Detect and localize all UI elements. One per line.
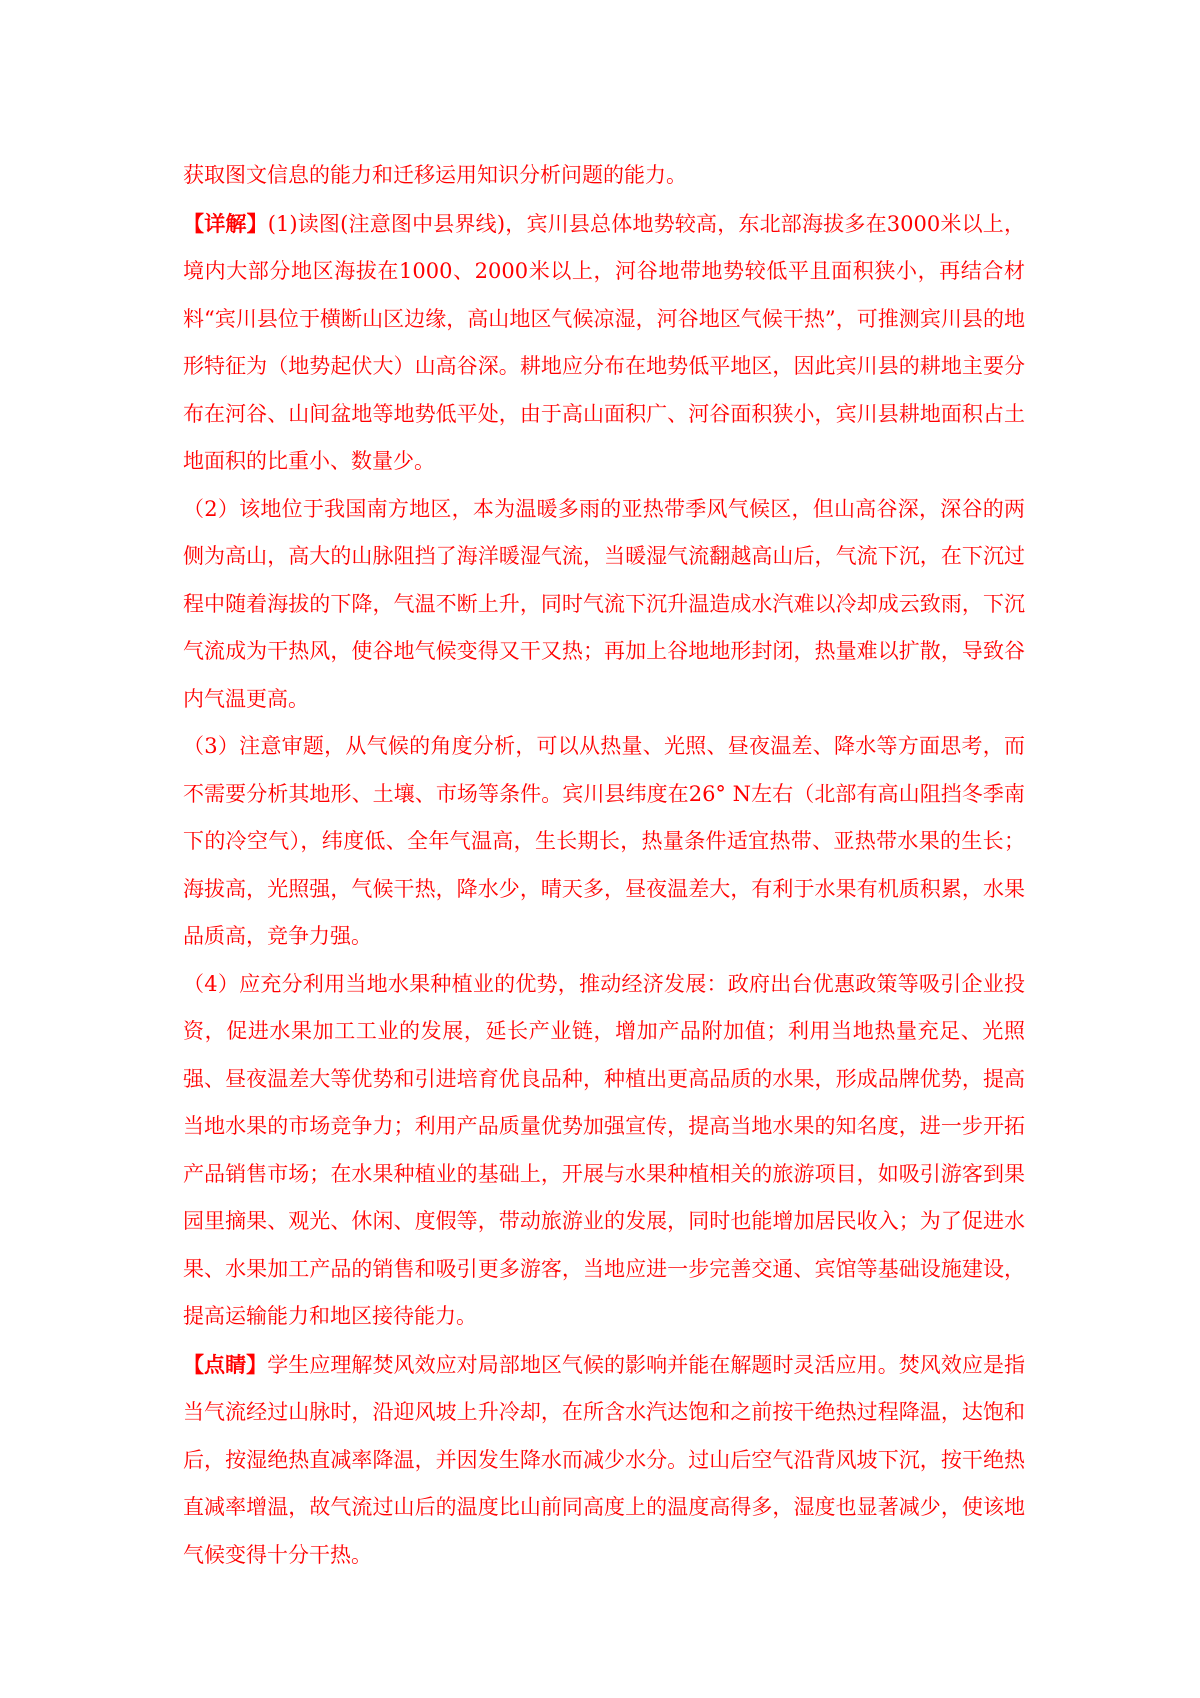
- comment-paragraph: [183, 1341, 1025, 1580]
- detail-label: 【详解】: [183, 210, 268, 236]
- detail-paragraph: [183, 200, 1025, 486]
- answer-paragraph-4: （4）应充分利用当地水果种植业的优势，推动经济发展：政府出台优惠政策等吸引企业投资，促进水果加工工业的发展，延长产业链，增加产品附加值；利用当地热量充足、光照强、昼夜温差大等优势和引进培育优良品种，种植出更高品质的水果，形成品牌优势，提高当地水果的市场竞争力；利用产品质量优势加强宣传，提高当地水果的知名度，进一步开拓产品销售市场；在水果种植业的基础上，开展与水果种植相关的旅游项目，如吸引游客到果园里摘果、观光、休闲、度假等，带动旅游业的发展，同时也能增加居民收入；为了促进水果、水果加工产品的销售和吸引更多游客，当地应进一步完善交通、宾馆等基础设施建设，提高运输能力和地区接待能力。: [183, 971, 1025, 1328]
- answer-paragraph-2: （2）该地位于我国南方地区，本为温暖多雨的亚热带季风气候区，但山高谷深，深谷的两侧为高山，高大的山脉阻挡了海洋暖湿气流，当暖湿气流翻越高山后，气流下沉，在下沉过程中随着海拔的下降，气温不断上升，同时气流下沉升温造成水汽难以冷却成云致雨，下沉气流成为干热风，使谷地气候变得又干又热；再加上谷地地形封闭，热量难以扩散，导致谷内气温更高。: [183, 496, 1025, 711]
- detail-text: (1)读图(注意图中县界线)，宾川县总体地势较高，东北部海拔多在3000米以上，境内大部分地区海拔在1000、2000米以上，河谷地带地势较低平且面积狭小，再结合材料“宾川县位于横断山区边缘，高山地区气候凉湿，河谷地区气候干热”，可推测宾川县的地形特征为（地势起伏大）山高谷深。耕地应分布在地势低平地区，因此宾川县的耕地主要分布在河谷、山间盆地等地势低平处，由于高山面积广、河谷面积狭小，宾川县耕地面积占土地面积的比重小、数量少。: [183, 211, 1025, 473]
- comment-text: 学生应理解焚风效应对局部地区气候的影响并能在解题时灵活应用。焚风效应是指当气流经过山脉时，沿迎风坡上升冷却，在所含水汽达饱和之前按干绝热过程降温，达饱和后，按湿绝热直减率降温，并因发生降水而减少水分。过山后空气沿背风坡下沉，按干绝热直减率增温，故气流过山后的温度比山前同高度上的温度高得多，湿度也显著减少，使该地气候变得十分干热。: [183, 1352, 1026, 1567]
- answer-paragraph-3: （3）注意审题，从气候的角度分析，可以从热量、光照、昼夜温差、降水等方面思考，而不需要分析其地形、土壤、市场等条件。宾川县纬度在26° N左右（北部有高山阻挡冬季南下的冷空气），纬度低、全年气温高，生长期长，热量条件适宜热带、亚热带水果的生长；海拔高，光照强，气候干热，降水少，晴天多，昼夜温差大，有利于水果有机质积累，水果品质高，竞争力强。: [183, 734, 1025, 948]
- intro-paragraph: 获取图文信息的能力和迁移运用知识分析问题的能力。: [183, 163, 687, 187]
- document-body: [183, 152, 1025, 1579]
- comment-label: 【点睛】: [183, 1351, 268, 1377]
